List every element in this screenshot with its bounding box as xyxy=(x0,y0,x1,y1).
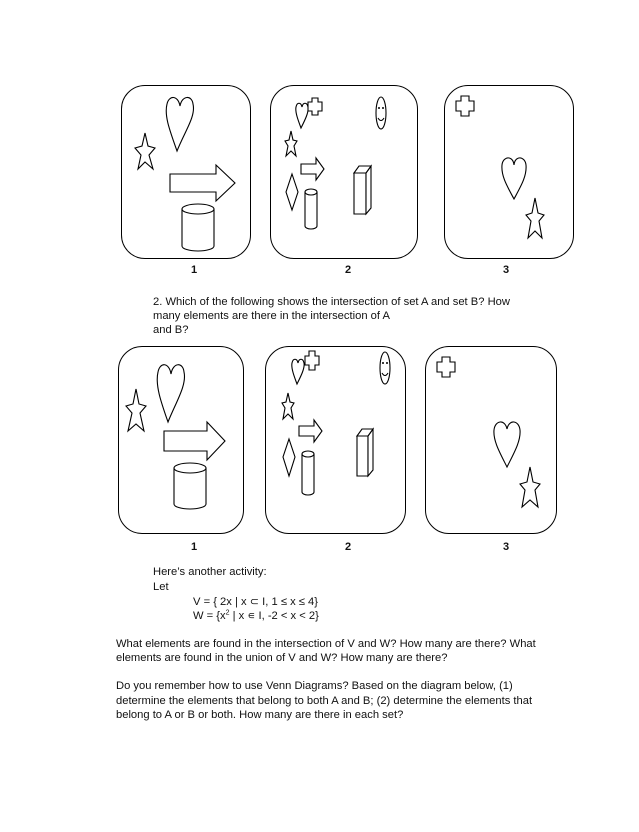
smiley-face-icon xyxy=(380,352,390,384)
figure1-label-1: 1 xyxy=(191,264,198,276)
question-vw-line-1: What elements are found in the intersection of V and W? How many are there? What xyxy=(116,638,536,650)
smiley-face-icon xyxy=(376,97,386,129)
figure2-label-1: 1 xyxy=(191,541,198,553)
star-icon xyxy=(135,133,155,169)
set-w-definition xyxy=(193,609,319,624)
box-front-icon xyxy=(357,436,368,476)
box-side-icon xyxy=(366,166,371,214)
question2-line-2: many elements are there in the intersection of A xyxy=(153,310,390,322)
venn-prompt-line-2: determine the elements that belong to both A and B; (2) determine the elements that xyxy=(116,695,533,707)
heart-icon xyxy=(292,359,304,384)
star-icon xyxy=(126,389,146,431)
cross-icon xyxy=(437,357,455,377)
figure1-card-3-shapes xyxy=(445,86,573,258)
venn-prompt-line-1: Do you remember how to use Venn Diagrams? Based on the diagram below, (1) xyxy=(116,680,513,692)
set-w-exponent: 2 xyxy=(225,609,230,617)
cross-icon xyxy=(305,351,319,370)
cylinder-top-icon xyxy=(182,204,214,214)
set-w-prefix: W = {x xyxy=(193,610,226,622)
star-icon xyxy=(526,198,544,238)
arrow-icon xyxy=(164,422,225,460)
diamond-icon xyxy=(283,439,295,476)
set-w-suffix: | x ∊ I, -2 < x < 2} xyxy=(229,610,319,622)
diamond-icon xyxy=(286,174,298,210)
figure2-card-1 xyxy=(118,346,244,534)
star-icon xyxy=(282,393,294,419)
figure1-label-3: 3 xyxy=(503,264,510,276)
figure2-label-3: 3 xyxy=(503,541,510,553)
heart-icon xyxy=(296,103,308,128)
activity-intro: Here’s another activity: xyxy=(153,566,267,578)
figure1-label-2: 2 xyxy=(345,264,352,276)
arrow-icon xyxy=(170,165,235,201)
figure2-card-2 xyxy=(265,346,406,534)
cylinder-icon xyxy=(174,468,206,509)
cylinder-top-icon xyxy=(302,451,314,457)
heart-icon xyxy=(157,365,184,422)
cross-icon xyxy=(456,96,474,116)
venn-prompt-line-3: belong to A or B or both. How many are there in each set? xyxy=(116,709,404,721)
figure2-label-2: 2 xyxy=(345,541,352,553)
figure1-card-2 xyxy=(270,85,418,259)
figure2-card-3 xyxy=(425,346,557,534)
figure1-card-3 xyxy=(444,85,574,259)
star-icon xyxy=(285,131,297,156)
set-v-definition: V = { 2x | x ⊂ I, 1 ≤ x ≤ 4} xyxy=(193,596,318,608)
box-side-icon xyxy=(368,429,373,476)
question2-line-1: 2. Which of the following shows the intersection of set A and set B? How xyxy=(153,296,510,308)
cylinder-icon xyxy=(305,192,317,229)
cylinder-icon xyxy=(302,454,314,495)
figure1-card-1 xyxy=(121,85,251,259)
figure2-card-2-shapes xyxy=(266,347,405,533)
box-front-icon xyxy=(354,173,366,214)
heart-icon xyxy=(494,422,520,467)
arrow-icon xyxy=(299,420,322,442)
heart-icon xyxy=(166,97,193,151)
figure2-card-3-shapes xyxy=(426,347,556,533)
star-icon xyxy=(520,467,540,507)
arrow-icon xyxy=(301,158,324,180)
question2-line-3: and B? xyxy=(153,324,189,336)
activity-let: Let xyxy=(153,581,169,593)
question-vw-line-2: elements are found in the union of V and W? How many are there? xyxy=(116,652,448,664)
heart-icon xyxy=(502,158,526,199)
cylinder-top-icon xyxy=(174,463,206,473)
cylinder-icon xyxy=(182,209,214,251)
figure1-card-2-shapes xyxy=(271,86,417,258)
figure2-card-1-shapes xyxy=(119,347,243,533)
cylinder-top-icon xyxy=(305,189,317,195)
cross-icon xyxy=(308,98,322,115)
figure1-card-1-shapes xyxy=(122,86,250,258)
